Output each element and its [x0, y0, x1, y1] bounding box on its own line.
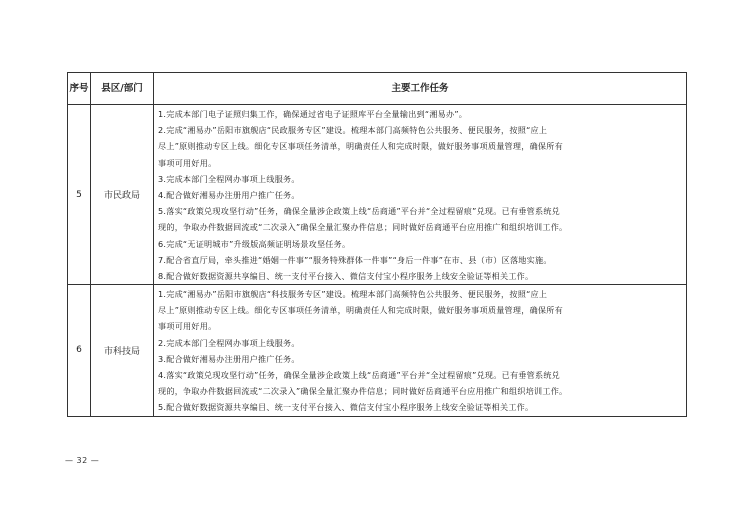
task-table — [67, 72, 687, 417]
header-serial-number: 序号 — [68, 73, 91, 105]
row-task-list — [154, 285, 687, 417]
task-line: 4.配合做好湘易办注册用户推广任务。 — [158, 189, 300, 200]
row-department: 市民政局 — [91, 105, 154, 285]
task-line: 4.落实“政策兑现攻坚行动”任务，确保全量涉企政策上线“岳商通”平台并“全过程留痕”兑现。已有垂管系统兑 — [158, 370, 561, 380]
task-line: 尽上”原则推动专区上线。细化专区事项任务清单，明确责任人和完成时限，做好服务事项质量管理，确保所有 — [158, 305, 563, 316]
table-row — [68, 105, 687, 285]
task-line: 5.配合做好数据资源共享编目、统一支付平台接入、微信支付宝小程序服务上线安全验证等相关工作。 — [158, 402, 534, 413]
task-line: 现的，争取办件数据回流或“二次录入”确保全量汇聚办件信息；同时做好岳商通平台应用推广和组织培训工作。 — [158, 386, 568, 397]
header-department: 县区/部门 — [91, 73, 154, 105]
task-line: 7.配合省直厅局，牵头推进“婚姻一件事”“服务特殊群体一件事”“身后一件事”在市、县（市）区落地实施。 — [158, 254, 552, 265]
row-serial-number: 5 — [68, 105, 91, 285]
row-task-list — [154, 105, 687, 285]
task-line: 1.完成本部门电子证照归集工作，确保通过省电子证照库平台全量输出到“湘易办”。 — [158, 109, 468, 119]
task-line: 事项可用好用。 — [158, 321, 217, 332]
task-line: 尽上”原则推动专区上线。细化专区事项任务清单，明确责任人和完成时限，做好服务事项质量管理，确保所有 — [158, 141, 563, 152]
task-line: 3.配合做好湘易办注册用户推广任务。 — [158, 353, 300, 364]
task-line: 2.完成本部门全程网办事项上线服务。 — [158, 337, 300, 348]
task-line: 现的，争取办件数据回流或“二次录入”确保全量汇聚办件信息；同时做好岳商通平台应用推广和组织培训工作。 — [158, 222, 568, 233]
task-line: 8.配合做好数据资源共享编目、统一支付平台接入、微信支付宝小程序服务上线安全验证等相关工作。 — [158, 270, 534, 281]
task-line: 事项可用好用。 — [158, 157, 217, 168]
table-header-row — [68, 73, 687, 105]
header-main-tasks: 主要工作任务 — [154, 73, 687, 105]
row-serial-number: 6 — [68, 285, 91, 417]
task-line: 2.完成“湘易办”岳阳市旗舰店“民政服务专区”建设。梳理本部门高频特色公共服务、便民服务，按照“应上 — [158, 125, 548, 136]
task-line: 1.完成“湘易办”岳阳市旗舰店“科技服务专区”建设。梳理本部门高频特色公共服务、便民服务，按照“应上 — [158, 289, 548, 300]
row-department: 市科技局 — [91, 285, 154, 417]
task-line: 6.完成“无证明城市”升级版高频证明场景攻坚任务。 — [158, 238, 351, 249]
page-number: — 32 — — [65, 456, 100, 465]
table-row — [68, 285, 687, 417]
task-line: 5.落实“政策兑现攻坚行动”任务，确保全量涉企政策上线“岳商通”平台并“全过程留痕”兑现。已有垂管系统兑 — [158, 206, 561, 217]
task-line: 3.完成本部门全程网办事项上线服务。 — [158, 173, 300, 184]
